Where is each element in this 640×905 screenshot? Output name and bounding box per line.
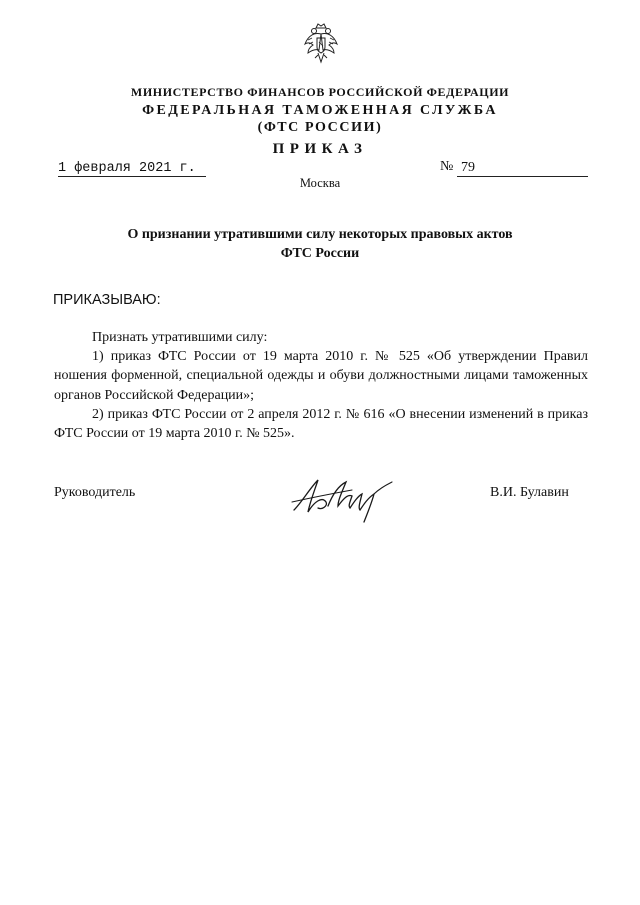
- paragraph-item-1: 1) приказ ФТС России от 19 марта 2010 г. № 525 «Об утверждении Правил ношения форменной, специальной одежды и обуви должностными лицами таможенных органов Российской Федерации»;: [54, 349, 588, 403]
- coat-of-arms-icon: [302, 22, 340, 66]
- number-sign: №: [440, 159, 454, 174]
- document-date: 1 февраля 2021 г.: [58, 161, 196, 176]
- document-number: 79: [461, 160, 475, 175]
- signer-role: Руководитель: [54, 485, 136, 500]
- service-short-title: (ФТС РОССИИ): [257, 120, 383, 135]
- handwritten-signature: [288, 472, 400, 524]
- order-body: [54, 328, 588, 443]
- ministry-title: МИНИСТЕРСТВО ФИНАНСОВ РОССИЙСКОЙ ФЕДЕРАЦИИ: [130, 85, 510, 99]
- subject-line-1: О признании утратившими силу некоторых правовых актов: [127, 227, 513, 242]
- city: Москва: [299, 176, 341, 190]
- paragraph-item-2: 2) приказ ФТС России от 2 апреля 2012 г. № 616 «О внесении изменений в приказ ФТС России от 19 марта 2010 г. № 525».: [54, 406, 588, 442]
- date-field: [58, 158, 206, 177]
- signer-name: В.И. Булавин: [490, 485, 569, 500]
- paragraph-intro: Признать утратившими силу:: [92, 330, 268, 345]
- number-field: [457, 158, 588, 177]
- subject-line-2: ФТС России: [280, 246, 360, 261]
- service-title: ФЕДЕРАЛЬНАЯ ТАМОЖЕННАЯ СЛУЖБА: [142, 103, 498, 118]
- document-kind: ПРИКАЗ: [272, 141, 368, 157]
- order-word: ПРИКАЗЫВАЮ:: [53, 292, 161, 308]
